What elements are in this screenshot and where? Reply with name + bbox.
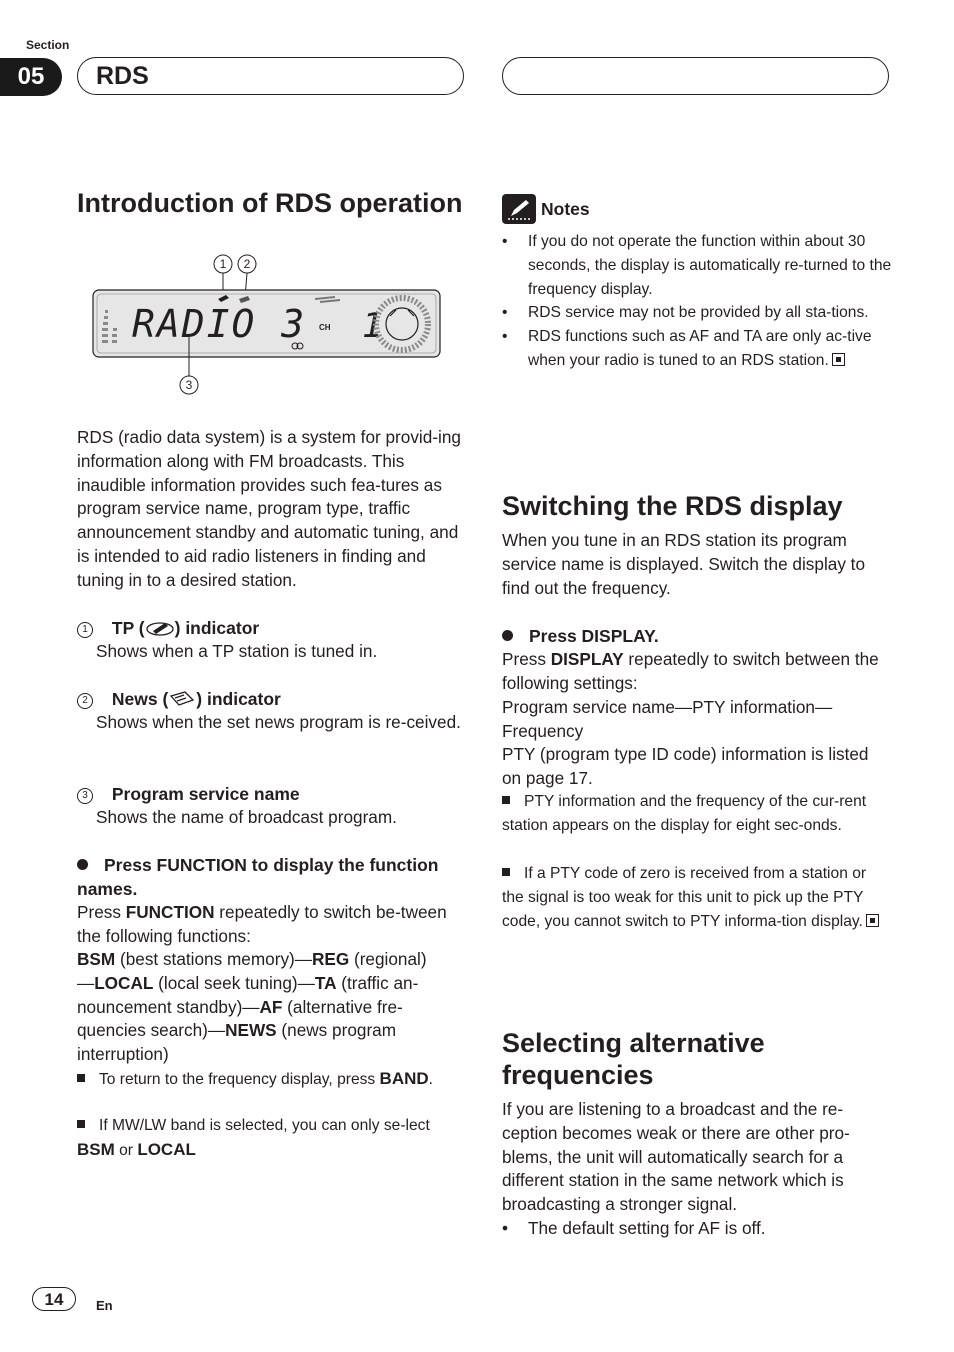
- item-desc: Shows the name of broadcast program.: [96, 807, 397, 827]
- end-mark-icon: [866, 914, 879, 927]
- item-desc: Shows when the set news program is re-ceived.: [96, 712, 461, 732]
- switch-paragraph: When you tune in an RDS station its program service name is displayed. Switch the display to find out the frequency.: [502, 530, 866, 598]
- language-label: En: [96, 1298, 113, 1313]
- section-number-tab: 05: [0, 58, 62, 96]
- item-title-pre: TP (: [111, 618, 145, 638]
- step-bullet-icon: [77, 859, 88, 870]
- switch-pty-info: PTY (program type ID code) information is listed on page 17.: [502, 744, 869, 788]
- function-list: BSM (best stations memory)—REG (regional) —LOCAL (local seek tuning)—TA (traffic an-nouncement standby)—AF (alternative fre-quencies search)—NEWS (news program interruption): [77, 949, 427, 1065]
- item-title: Program service name: [111, 784, 300, 804]
- step-bullet-icon: [502, 630, 513, 641]
- step-display-heading: Press DISPLAY.: [502, 624, 892, 648]
- item-number: 1: [77, 622, 93, 638]
- note-square-icon: [502, 796, 510, 804]
- lcd-main-text: RADIO 3: [132, 302, 307, 346]
- switch-note-2: If a PTY code of zero is received from a station or the signal is too weak for this unit to pick up the PTY code, you cannot switch to PTY informa-tion display.: [502, 862, 892, 933]
- note-square-icon: [77, 1120, 85, 1128]
- item-title-post: ) indicator: [174, 618, 260, 638]
- item-number: 2: [77, 693, 93, 709]
- callout-2: 2: [243, 257, 251, 271]
- notes-list: [502, 230, 892, 373]
- heading-introduction: Introduction of RDS operation: [77, 188, 463, 218]
- item-desc: Shows when a TP station is tuned in.: [96, 641, 378, 661]
- item-tp-indicator: [77, 616, 467, 664]
- note-item: • RDS functions such as AF and TA are only ac-tive when your radio is tuned to an RDS station.: [502, 325, 892, 373]
- switch-settings: Program service name—PTY information—Frequency: [502, 697, 833, 741]
- callout-1: 1: [219, 257, 227, 271]
- callout-3: 3: [185, 378, 193, 392]
- news-icon: [168, 690, 196, 708]
- note-item: • If you do not operate the function within about 30 seconds, the display is automatically re-turned to the frequency display.: [502, 230, 892, 301]
- heading-alternative-frequencies: Selecting alternative frequencies: [502, 1028, 765, 1090]
- item-number: 3: [77, 788, 93, 804]
- note-item: • RDS service may not be provided by all sta-tions.: [502, 301, 892, 325]
- af-paragraph: If you are listening to a broadcast and the re-ception becomes weak or there are other pro-blems, the unit will automatically search for a different station in the same network which is broadcasting a stronger signal.: [502, 1099, 850, 1215]
- heading-switching-rds: Switching the RDS display: [502, 491, 843, 521]
- end-mark-icon: [832, 353, 845, 366]
- switch-note-1: PTY information and the frequency of the cur-rent station appears on the display for eight sec-onds.: [502, 793, 867, 834]
- section-label: Section: [26, 38, 70, 52]
- lcd-channel-number: 1: [362, 306, 383, 346]
- item-news-indicator: [77, 687, 467, 735]
- switch-press-display: Press DISPLAY repeatedly to switch between the following settings:: [502, 649, 879, 693]
- step-function-heading: Press FUNCTION to display the function names.: [77, 855, 439, 899]
- notes-pencil-icon: [502, 194, 536, 224]
- item-program-service-name: [77, 782, 467, 830]
- note-square-icon: [77, 1074, 85, 1082]
- head-unit-display-illustration: [90, 252, 444, 400]
- page-number: 14: [32, 1287, 76, 1311]
- note-mw-lw: If MW/LW band is selected, you can only se-lect BSM or LOCAL: [77, 1117, 430, 1159]
- tp-icon: [145, 620, 175, 636]
- intro-paragraph: RDS (radio data system) is a system for provid-ing information along with FM broadcasts. This inaudible information provides such fea-tures as program service name, program type, traffic announcement standby and automatic tuning, and is intended to aid radio listeners in finding and tuning in to a desired station.: [77, 427, 461, 590]
- notes-title: Notes: [541, 199, 590, 219]
- header-empty-frame: [502, 57, 889, 95]
- item-title-pre: News (: [111, 689, 169, 709]
- note-square-icon: [502, 868, 510, 876]
- header-title: RDS: [96, 62, 149, 90]
- note-return-frequency: To return to the frequency display, press BAND.: [77, 1067, 467, 1092]
- lcd-ch-label: CH: [319, 323, 331, 332]
- af-default-bullet: • The default setting for AF is off.: [502, 1217, 892, 1241]
- step-function-body: Press FUNCTION repeatedly to switch be-tween the following functions:: [77, 902, 447, 946]
- item-title-post: ) indicator: [196, 689, 281, 709]
